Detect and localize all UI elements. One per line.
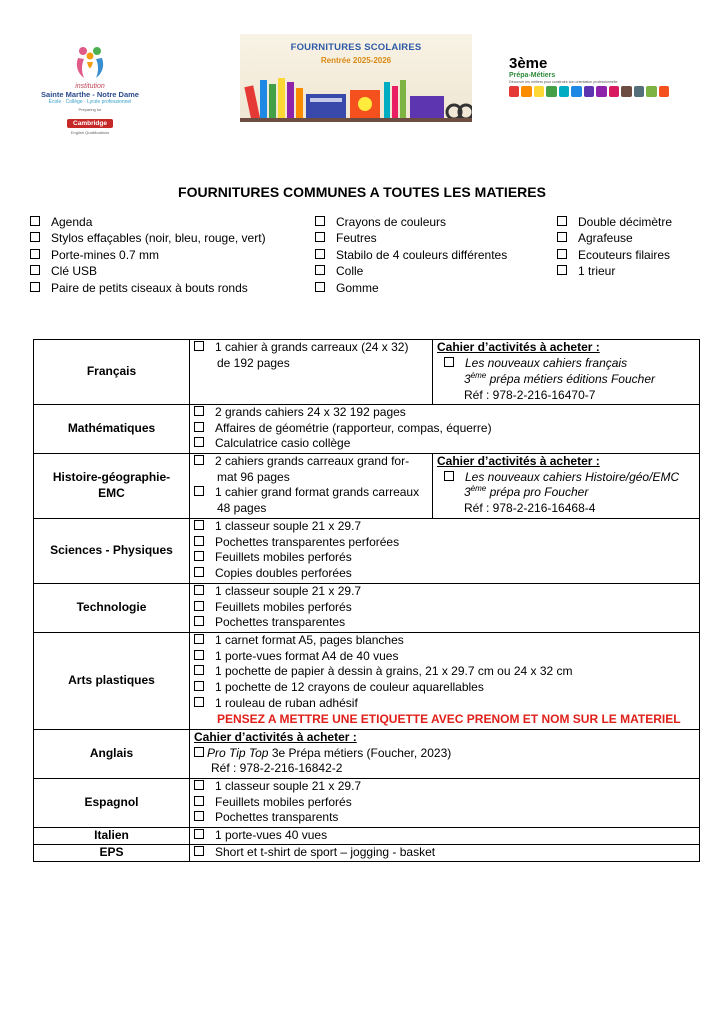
checkbox-icon[interactable] bbox=[194, 780, 204, 790]
list-item[interactable]: 1 carnet format A5, pages blanches bbox=[194, 633, 699, 649]
subject-techno: Technologie bbox=[34, 583, 190, 632]
checkbox-icon[interactable] bbox=[194, 520, 204, 530]
track-tagline: Découvrir les métiers pour construire son orientation professionnelle bbox=[509, 80, 618, 84]
list-item[interactable]: 1 classeur souple 21 x 29.7 bbox=[194, 779, 699, 795]
list-item[interactable]: Agenda bbox=[30, 214, 266, 230]
table-row-sciences bbox=[34, 518, 700, 583]
checkbox-icon[interactable] bbox=[315, 249, 325, 259]
checkbox-icon[interactable] bbox=[194, 585, 204, 595]
list-item[interactable]: Pro Tip Top 3e Prépa métiers (Foucher, 2023) bbox=[194, 746, 699, 762]
list-item[interactable]: 1 porte-vues 40 vues bbox=[194, 828, 699, 844]
list-item[interactable]: Short et t-shirt de sport – jogging - basket bbox=[194, 845, 699, 861]
school-supplies-illustration-icon bbox=[240, 68, 472, 122]
checkbox-icon[interactable] bbox=[194, 665, 204, 675]
subject-eps: EPS bbox=[34, 844, 190, 861]
list-item[interactable]: 1 pochette de 12 crayons de couleur aquarellables bbox=[194, 680, 699, 696]
checkbox-icon[interactable] bbox=[315, 216, 325, 226]
banner-title: FOURNITURES SCOLAIRES bbox=[290, 42, 422, 53]
checkbox-icon[interactable] bbox=[30, 216, 40, 226]
francais-book: Cahier d’activités à acheter : Les nouveaux cahiers français 3ème prépa métiers éditions Foucher Réf : 978-2-216-16470-7 bbox=[433, 340, 700, 405]
school-logo: institution Sainte Marthe - Notre Dame École · Collège · Lycée professionnel Preparing for Cambridge English Qualifications bbox=[30, 44, 150, 129]
page-title: FOURNITURES COMMUNES A TOUTES LES MATIERES bbox=[178, 184, 546, 200]
trade-icon bbox=[596, 86, 606, 97]
table-row-histoire bbox=[34, 453, 700, 518]
cambridge-badge: Cambridge bbox=[67, 119, 113, 128]
table-row-techno bbox=[34, 583, 700, 632]
techno-supplies bbox=[190, 583, 700, 632]
italien-supplies bbox=[190, 827, 700, 844]
checkbox-icon[interactable] bbox=[444, 471, 454, 481]
trade-icon bbox=[634, 86, 644, 97]
subject-francais: Français bbox=[34, 340, 190, 405]
subject-maths: Mathématiques bbox=[34, 404, 190, 453]
checkbox-icon[interactable] bbox=[30, 265, 40, 275]
checkbox-icon[interactable] bbox=[30, 232, 40, 242]
list-item[interactable]: 1 trieur bbox=[557, 263, 672, 279]
list-item[interactable]: Crayons de couleurs bbox=[315, 214, 507, 230]
subject-sciences: Sciences - Physiques bbox=[34, 518, 190, 583]
table-row-anglais bbox=[34, 729, 700, 778]
checkbox-icon[interactable] bbox=[194, 422, 204, 432]
trade-icon bbox=[559, 86, 569, 97]
trade-icon bbox=[546, 86, 556, 97]
list-item[interactable]: Les nouveaux cahiers Histoire/géo/EMC bbox=[437, 470, 699, 486]
trade-icon bbox=[571, 86, 581, 97]
maths-supplies bbox=[190, 404, 700, 453]
checkbox-icon[interactable] bbox=[30, 282, 40, 292]
checkbox-icon[interactable] bbox=[194, 846, 204, 856]
label-warning: PENSEZ A METTRE UNE ETIQUETTE AVEC PRENOM ET NOM SUR LE MATERIEL bbox=[217, 712, 681, 727]
trade-icon bbox=[659, 86, 669, 97]
trade-icon bbox=[609, 86, 619, 97]
histoire-supplies: 2 cahiers grands carreaux grand for- mat 96 pages 1 cahier grand format grands carreaux 48 pages bbox=[190, 453, 433, 518]
list-item[interactable]: Affaires de géométrie (rapporteur, compas, équerre) bbox=[194, 421, 699, 437]
list-item[interactable]: 1 cahier grand format grands carreaux bbox=[194, 485, 432, 501]
table-row-arts bbox=[34, 632, 700, 729]
list-item[interactable]: Porte-mines 0.7 mm bbox=[30, 247, 266, 263]
list-item[interactable]: Double décimètre bbox=[557, 214, 672, 230]
trade-icon bbox=[534, 86, 544, 97]
list-item[interactable]: 1 cahier à grands carreaux (24 x 32) bbox=[194, 340, 432, 356]
checkbox-icon[interactable] bbox=[557, 216, 567, 226]
checkbox-icon[interactable] bbox=[194, 406, 204, 416]
checkbox-icon[interactable] bbox=[194, 811, 204, 821]
trade-icons bbox=[509, 86, 669, 97]
subject-arts: Arts plastiques bbox=[34, 632, 190, 729]
checkbox-icon[interactable] bbox=[557, 265, 567, 275]
list-item[interactable]: Pochettes transparentes bbox=[194, 615, 699, 631]
checkbox-icon[interactable] bbox=[194, 796, 204, 806]
trade-icon bbox=[509, 86, 519, 97]
anglais-book: Cahier d’activités à acheter : Pro Tip Top 3e Prépa métiers (Foucher, 2023) Réf : 978-2-216-16842-2 bbox=[190, 729, 700, 778]
level-logo bbox=[509, 56, 669, 97]
histoire-book: Cahier d’activités à acheter : Les nouveaux cahiers Histoire/géo/EMC 3ème prépa pro Foucher Réf : 978-2-216-16468-4 bbox=[433, 453, 700, 518]
supplies-banner bbox=[240, 34, 472, 122]
checkbox-icon[interactable] bbox=[194, 616, 204, 626]
table-row-francais bbox=[34, 340, 700, 405]
list-item[interactable]: 1 classeur souple 21 x 29.7 bbox=[194, 584, 699, 600]
list-item[interactable]: Clé USB bbox=[30, 263, 266, 279]
trade-icon bbox=[584, 86, 594, 97]
track-label: Prépa-Métiers bbox=[509, 72, 556, 79]
checkbox-icon[interactable] bbox=[444, 357, 454, 367]
banner-subtitle: Rentrée 2025-2026 bbox=[320, 56, 392, 65]
list-item[interactable]: Pochettes transparentes perforées bbox=[194, 535, 699, 551]
table-row-maths bbox=[34, 404, 700, 453]
checkbox-icon[interactable] bbox=[194, 601, 204, 611]
list-item[interactable]: Gomme bbox=[315, 280, 507, 296]
list-item[interactable]: Stabilo de 4 couleurs différentes bbox=[315, 247, 507, 263]
checkbox-icon[interactable] bbox=[315, 282, 325, 292]
checkbox-icon[interactable] bbox=[194, 486, 204, 496]
table-row-espagnol bbox=[34, 778, 700, 827]
checkbox-icon[interactable] bbox=[194, 650, 204, 660]
list-item[interactable]: Feutres bbox=[315, 230, 507, 246]
school-figures-icon bbox=[70, 44, 110, 82]
list-item[interactable]: Copies doubles perforées bbox=[194, 566, 699, 582]
table-row-eps bbox=[34, 844, 700, 861]
francais-supplies: 1 cahier à grands carreaux (24 x 32) de 192 pages bbox=[190, 340, 433, 405]
list-item[interactable]: 2 cahiers grands carreaux grand for- bbox=[194, 454, 432, 470]
subjects-table bbox=[33, 339, 700, 862]
list-item[interactable]: 1 pochette de papier à dessin à grains, 21 x 29.7 cm ou 24 x 32 cm bbox=[194, 664, 699, 680]
checkbox-icon[interactable] bbox=[30, 249, 40, 259]
list-item[interactable]: Stylos effaçables (noir, bleu, rouge, vert) bbox=[30, 230, 266, 246]
arts-supplies bbox=[190, 632, 700, 729]
subject-italien: Italien bbox=[34, 827, 190, 844]
subject-anglais: Anglais bbox=[34, 729, 190, 778]
list-item[interactable]: Feuillets mobiles perforés bbox=[194, 795, 699, 811]
checkbox-icon[interactable] bbox=[194, 437, 204, 447]
list-item[interactable]: Paire de petits ciseaux à bouts ronds bbox=[30, 280, 266, 296]
list-item[interactable]: Pochettes transparents bbox=[194, 810, 699, 826]
checkbox-icon[interactable] bbox=[194, 536, 204, 546]
grade-label: 3ème bbox=[509, 55, 548, 72]
subject-histoire: Histoire-géographie- EMC bbox=[34, 453, 190, 518]
checkbox-icon[interactable] bbox=[194, 567, 204, 577]
list-item[interactable]: 1 porte-vues format A4 de 40 vues bbox=[194, 649, 699, 665]
list-item[interactable]: 1 classeur souple 21 x 29.7 bbox=[194, 519, 699, 535]
checkbox-icon[interactable] bbox=[194, 455, 204, 465]
common-list-3 bbox=[557, 214, 672, 280]
checkbox-icon[interactable] bbox=[194, 829, 204, 839]
checkbox-icon[interactable] bbox=[194, 681, 204, 691]
trade-icon bbox=[621, 86, 631, 97]
checkbox-icon[interactable] bbox=[557, 249, 567, 259]
common-list-1 bbox=[30, 214, 266, 296]
list-item[interactable]: 1 rouleau de ruban adhésif bbox=[194, 696, 699, 712]
checkbox-icon[interactable] bbox=[194, 341, 204, 351]
list-item[interactable]: Les nouveaux cahiers français bbox=[437, 356, 699, 372]
checkbox-icon[interactable] bbox=[315, 232, 325, 242]
subject-espagnol: Espagnol bbox=[34, 778, 190, 827]
checkbox-icon[interactable] bbox=[194, 697, 204, 707]
checkbox-icon[interactable] bbox=[315, 265, 325, 275]
list-item[interactable]: Feuillets mobiles perforés bbox=[194, 550, 699, 566]
list-item[interactable]: 2 grands cahiers 24 x 32 192 pages bbox=[194, 405, 699, 421]
table-row-italien bbox=[34, 827, 700, 844]
sciences-supplies bbox=[190, 518, 700, 583]
list-item[interactable]: Feuillets mobiles perforés bbox=[194, 600, 699, 616]
list-item[interactable]: Colle bbox=[315, 263, 507, 279]
checkbox-icon[interactable] bbox=[194, 747, 204, 757]
list-item[interactable]: Calculatrice casio collège bbox=[194, 436, 699, 452]
trade-icon bbox=[521, 86, 531, 97]
common-list-2 bbox=[315, 214, 507, 296]
checkbox-icon[interactable] bbox=[194, 634, 204, 644]
checkbox-icon[interactable] bbox=[557, 232, 567, 242]
list-item[interactable]: Ecouteurs filaires bbox=[557, 247, 672, 263]
list-item[interactable]: Agrafeuse bbox=[557, 230, 672, 246]
trade-icon bbox=[646, 86, 656, 97]
checkbox-icon[interactable] bbox=[194, 551, 204, 561]
eps-supplies bbox=[190, 844, 700, 861]
espagnol-supplies bbox=[190, 778, 700, 827]
